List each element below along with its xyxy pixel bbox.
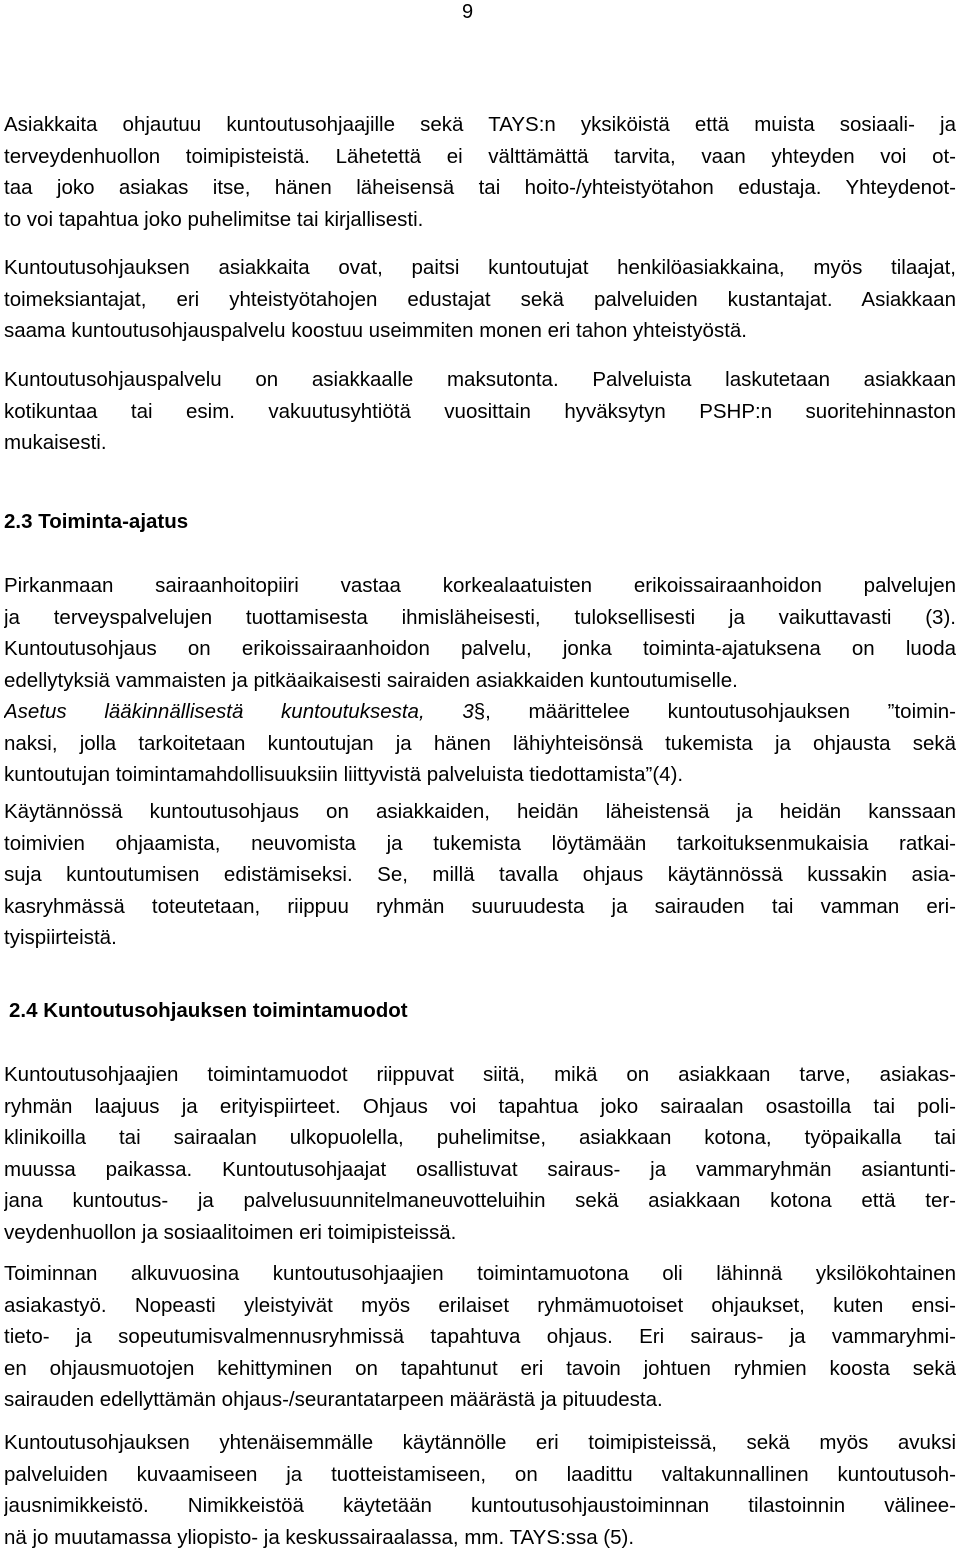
text-line: Kuntoutusohjaajien toimintamuodot riippuvat siitä, mikä on asiakkaan tarve, asiakas- xyxy=(4,1059,956,1091)
paragraph-referrals xyxy=(4,109,956,235)
paragraph-modes xyxy=(4,1059,956,1248)
paragraph-practice xyxy=(4,796,956,954)
text-line: Kuntoutusohjauksen yhtenäisemmälle käytännölle eri toimipisteissä, sekä myös avuksi xyxy=(4,1427,956,1459)
text-line: asiakastyö. Nopeasti yleistyivät myös erilaiset ryhmämuotoiset ohjaukset, kuten ensi- xyxy=(4,1290,956,1322)
text-line: nä jo muutamassa yliopisto- ja keskussairaalassa, mm. TAYS:ssa (5). xyxy=(4,1522,956,1553)
text-line: edellytyksiä vammaisten ja pitkäaikaisesti sairaiden asiakkaiden kuntoutumiselle. xyxy=(4,665,956,697)
paragraph-early-years xyxy=(4,1258,956,1416)
text-line: ja terveyspalvelujen tuottamisesta ihmisläheisesti, tuloksellisesti ja vaikuttavasti (3). xyxy=(4,602,956,634)
text-line: tieto- ja sopeutumisvalmennusryhmissä tapahtuva ohjaus. Eri sairaus- ja vammaryhmi- xyxy=(4,1321,956,1353)
text-line: Asiakkaita ohjautuu kuntoutusohjaajille sekä TAYS:n yksiköistä että muista sosiaali- ja xyxy=(4,109,956,141)
text-line: toimivien ohjaamista, neuvomista ja tukemista löytämään tarkoituksenmukaisia ratkai- xyxy=(4,828,956,860)
text-line: veydenhuollon ja sosiaalitoimen eri toimipisteissä. xyxy=(4,1217,956,1249)
paragraph-nomenclature xyxy=(4,1427,956,1553)
text-line: kuntoutujan toimintamahdollisuuksiin liittyvistä palveluista tiedottamista”(4). xyxy=(4,759,956,791)
text-line: muussa paikassa. Kuntoutusohjaajat osallistuvat sairaus- ja vammaryhmän asiantunti- xyxy=(4,1154,956,1186)
text-line: en ohjausmuotojen kehittyminen on tapahtunut eri tavoin johtuen ryhmien koosta sekä xyxy=(4,1353,956,1385)
text-line: jana kuntoutus- ja palvelusuunnitelmaneuvotteluihin sekä asiakkaan kotona että ter- xyxy=(4,1185,956,1217)
section-heading-2-4: 2.4 Kuntoutusohjauksen toimintamuodot xyxy=(9,996,408,1026)
paragraph-billing xyxy=(4,364,956,459)
text-line: Käytännössä kuntoutusohjaus on asiakkaiden, heidän läheistensä ja heidän kanssaan xyxy=(4,796,956,828)
text-line: Kuntoutusohjaus on erikoissairaanhoidon palvelu, jonka toiminta-ajatuksena on luoda xyxy=(4,633,956,665)
text-line: Toiminnan alkuvuosina kuntoutusohjaajien toimintamuotona oli lähinnä yksilökohtainen xyxy=(4,1258,956,1290)
text-line: Pirkanmaan sairaanhoitopiiri vastaa korkealaatuisten erikoissairaanhoidon palvelujen xyxy=(4,570,956,602)
text-line: Kuntoutusohjauksen asiakkaita ovat, paitsi kuntoutujat henkilöasiakkaina, myös tilaajat, xyxy=(4,252,956,284)
text-line: kotikuntaa tai esim. vakuutusyhtiötä vuosittain hyväksytyn PSHP:n suoritehinnaston xyxy=(4,396,956,428)
text-line: tyispiirteistä. xyxy=(4,922,956,954)
page-number: 9 xyxy=(462,0,473,24)
text-line: palveluiden kuvaamiseen ja tuotteistamiseen, on laadittu valtakunnallinen kuntoutusoh- xyxy=(4,1459,956,1491)
text-line: ryhmän laajuus ja erityispiirteet. Ohjaus voi tapahtua joko sairaalan osastoilla tai poli- xyxy=(4,1091,956,1123)
text-line: taa joko asiakas itse, hänen läheisensä tai hoito-/yhteistyötahon edustaja. Yhteydenot- xyxy=(4,172,956,204)
text-line: kasryhmässä toteutetaan, riippuu ryhmän suuruudesta ja sairauden tai vamman eri- xyxy=(4,891,956,923)
paragraph-mission xyxy=(4,570,956,791)
section-heading-2-3: 2.3 Toiminta-ajatus xyxy=(4,507,188,537)
text-line: Kuntoutusohjauspalvelu on asiakkaalle maksutonta. Palveluista laskutetaan asiakkaan xyxy=(4,364,956,396)
italic-citation: Asetus lääkinnällisestä kuntoutuksesta, 3 xyxy=(4,700,474,723)
text-line: toimeksiantajat, eri yhteistyötahojen edustajat sekä palveluiden kustantajat. Asiakkaan xyxy=(4,284,956,316)
text-line: to voi tapahtua joko puhelimitse tai kirjallisesti. xyxy=(4,204,956,236)
text-line-rest: §, määrittelee kuntoutusohjauksen ”toimin- xyxy=(474,700,956,723)
text-line: naksi, jolla tarkoitetaan kuntoutujan ja hänen lähiyhteisönsä tukemista ja ohjausta sekä xyxy=(4,728,956,760)
text-line: klinikoilla tai sairaalan ulkopuolella, puhelimitse, asiakkaan kotona, työpaikalla tai xyxy=(4,1122,956,1154)
text-line: terveydenhuollon toimipisteistä. Lähetettä ei välttämättä tarvita, vaan yhteyden voi ot- xyxy=(4,141,956,173)
paragraph-clients xyxy=(4,252,956,347)
text-line: jausnimikkeistö. Nimikkeistöä käytetään kuntoutusohjaustoiminnan tilastoinnin välinee- xyxy=(4,1490,956,1522)
text-line-with-italic xyxy=(4,696,956,728)
text-line: mukaisesti. xyxy=(4,427,956,459)
text-line: saama kuntoutusohjauspalvelu koostuu useimmiten monen eri tahon yhteistyöstä. xyxy=(4,315,956,347)
text-line: sairauden edellyttämän ohjaus-/seurantatarpeen määrästä ja pituudesta. xyxy=(4,1384,956,1416)
text-line: suja kuntoutumisen edistämiseksi. Se, millä tavalla ohjaus käytännössä kussakin asia- xyxy=(4,859,956,891)
